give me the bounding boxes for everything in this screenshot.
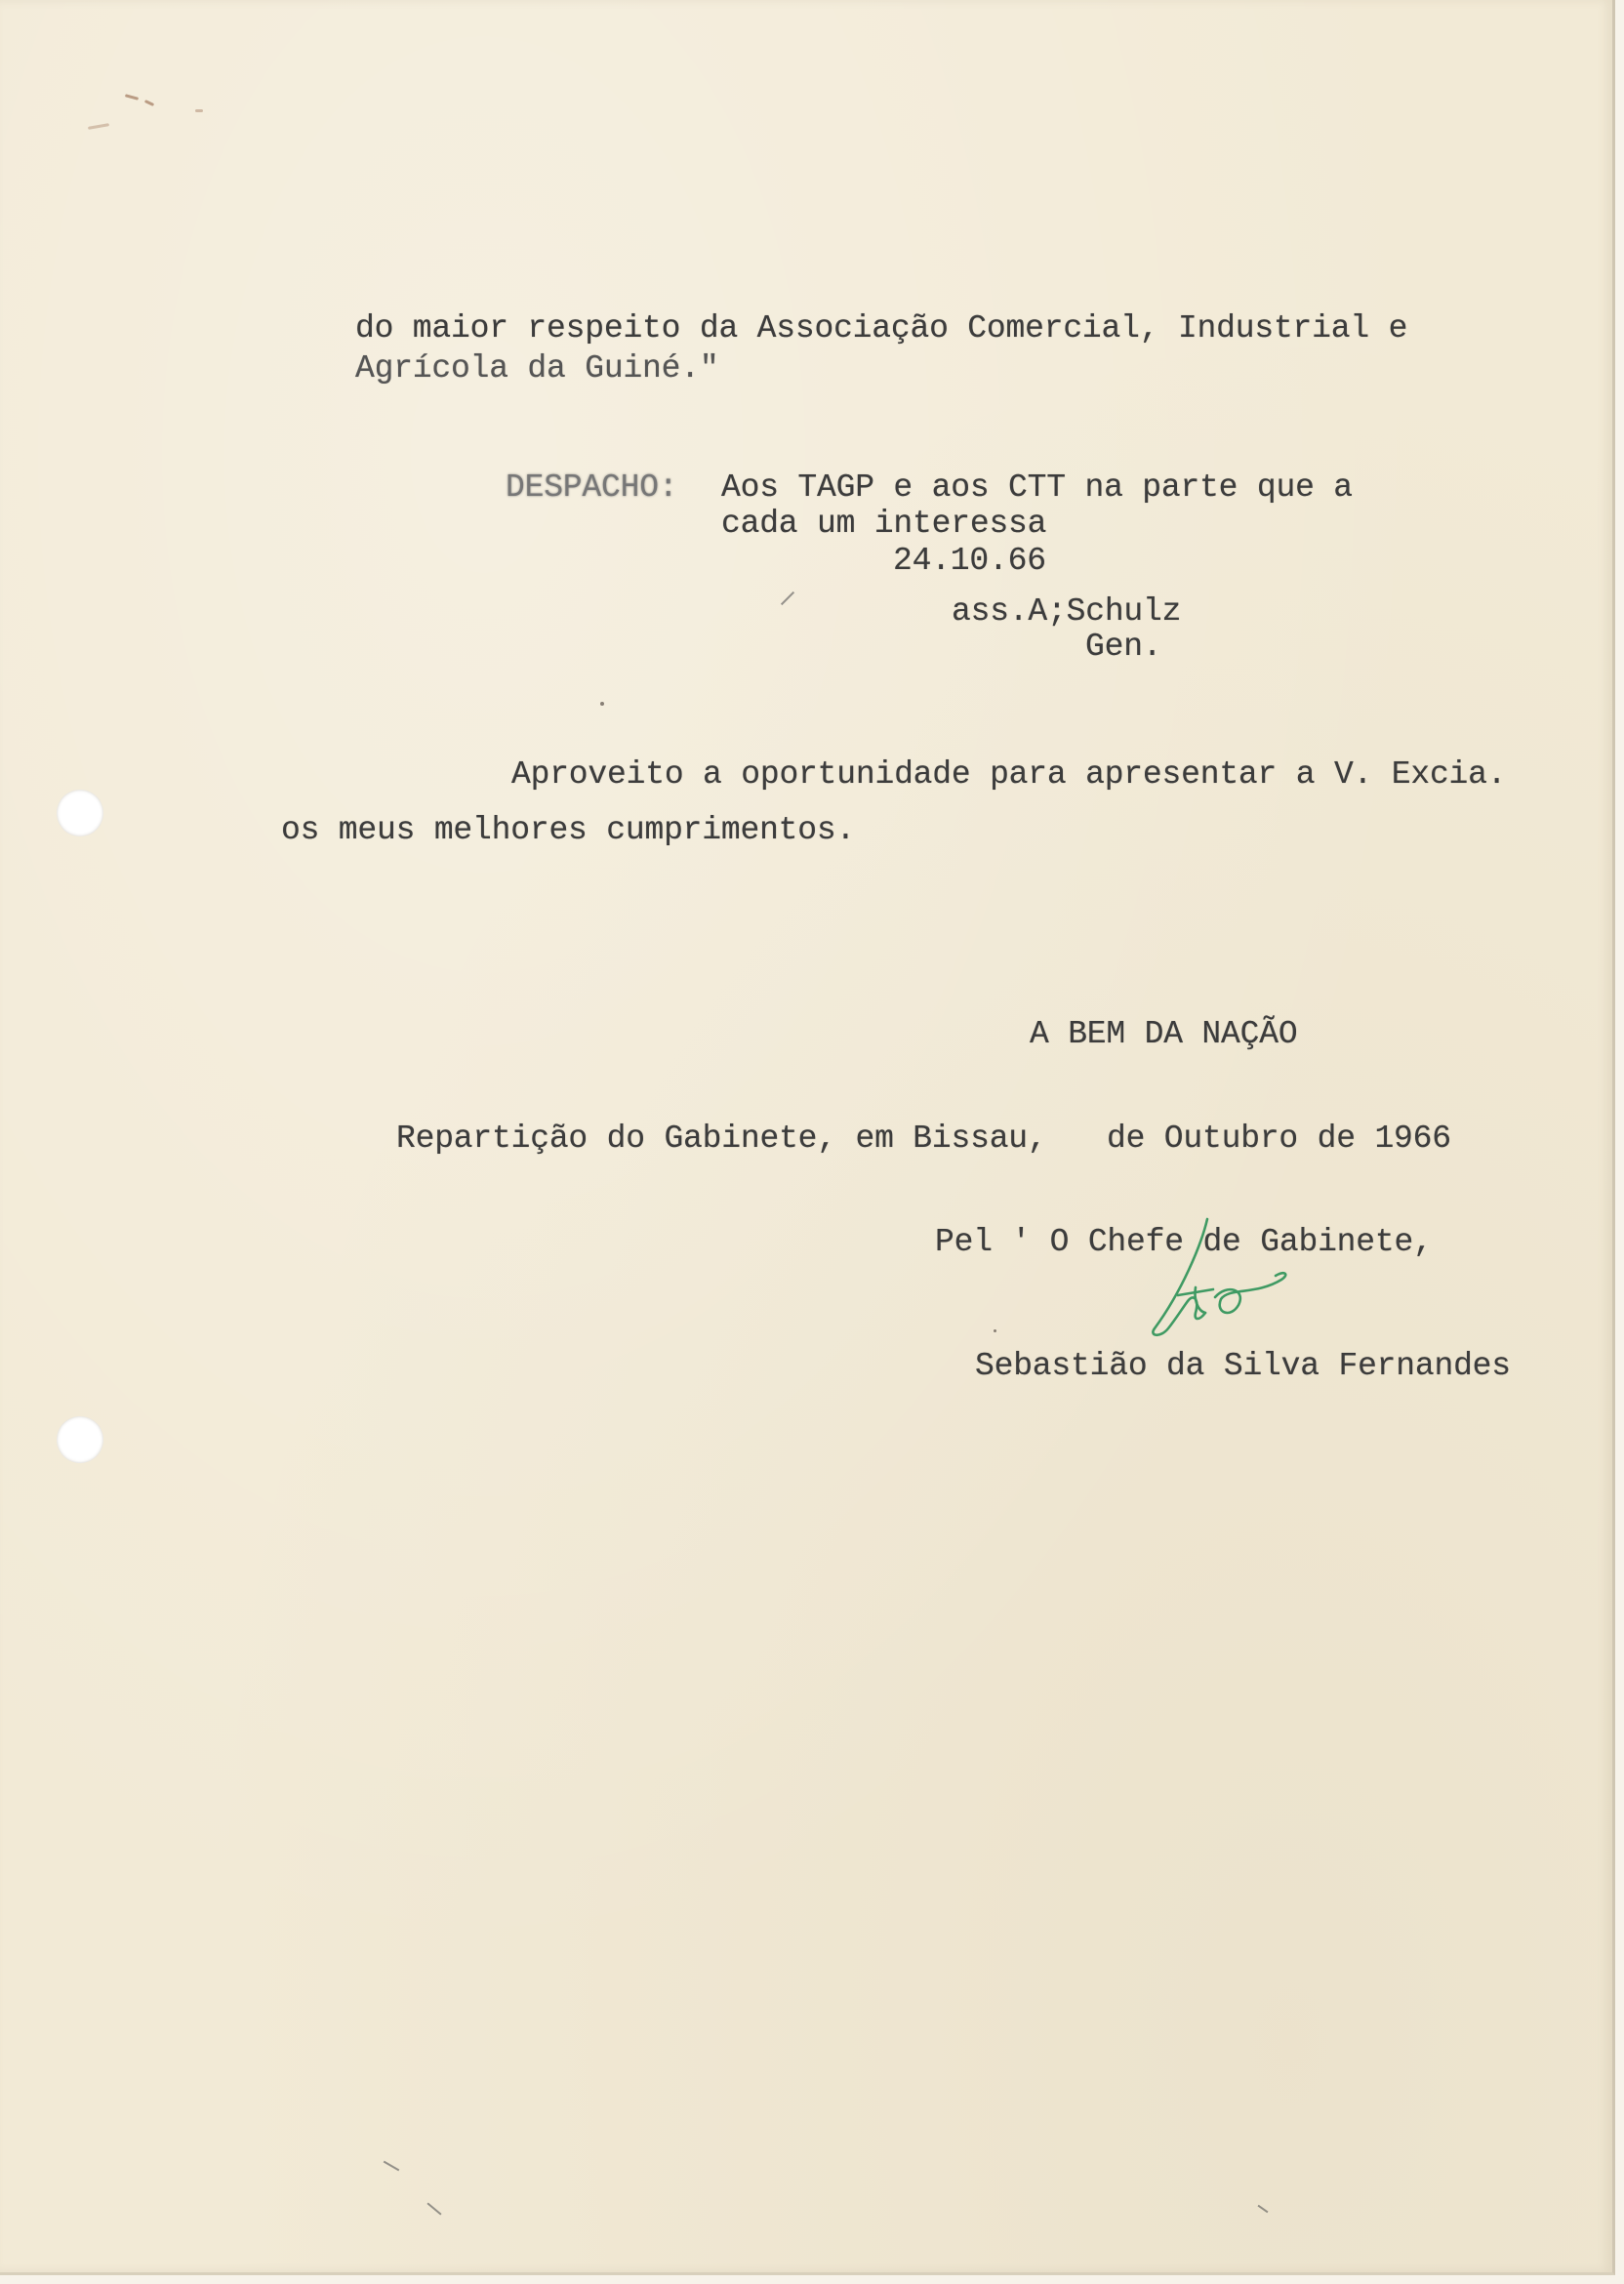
despacho-rank: Gen. <box>1085 629 1162 665</box>
paper-mark <box>384 2161 400 2172</box>
punch-hole-bottom <box>57 1416 103 1463</box>
paper-mark <box>426 2202 441 2215</box>
date: de Outubro de 1966 <box>1107 1121 1451 1157</box>
opening-line-2: Agrícola da Guiné." <box>355 350 719 387</box>
handwritten-signature <box>1137 1205 1303 1347</box>
despacho-line-2: cada um interessa <box>721 506 1047 542</box>
paper-speck <box>600 702 604 706</box>
paper-scuff <box>125 94 139 101</box>
motto: A BEM DA NAÇÃO <box>1030 1016 1298 1052</box>
signatory-name: Sebastião da Silva Fernandes <box>975 1348 1511 1384</box>
despacho-line-1: Aos TAGP e aos CTT na parte que a <box>721 469 1353 506</box>
despacho-signed: ass.A;Schulz <box>952 593 1182 630</box>
punch-hole-top <box>57 790 103 836</box>
closing-line-1: Aproveito a oportunidade para apresentar a V. Excia. <box>511 756 1507 793</box>
paper-speck <box>994 1329 996 1332</box>
paper-scuff <box>195 109 203 112</box>
opening-line-1: do maior respeito da Associação Comercial, Industrial e <box>355 310 1408 347</box>
closing-line-2: os meus melhores cumprimentos. <box>281 812 856 848</box>
paper-mark <box>1258 2205 1269 2214</box>
paper-scuff <box>144 100 154 106</box>
place: Repartição do Gabinete, em Bissau, <box>396 1121 1047 1157</box>
paper-mark <box>781 591 794 605</box>
paper-scuff <box>88 123 109 130</box>
signatory-title: Pel ' O Chefe de Gabinete, <box>935 1224 1433 1260</box>
despacho-date: 24.10.66 <box>893 543 1046 579</box>
despacho-label: DESPACHO: <box>506 469 678 506</box>
